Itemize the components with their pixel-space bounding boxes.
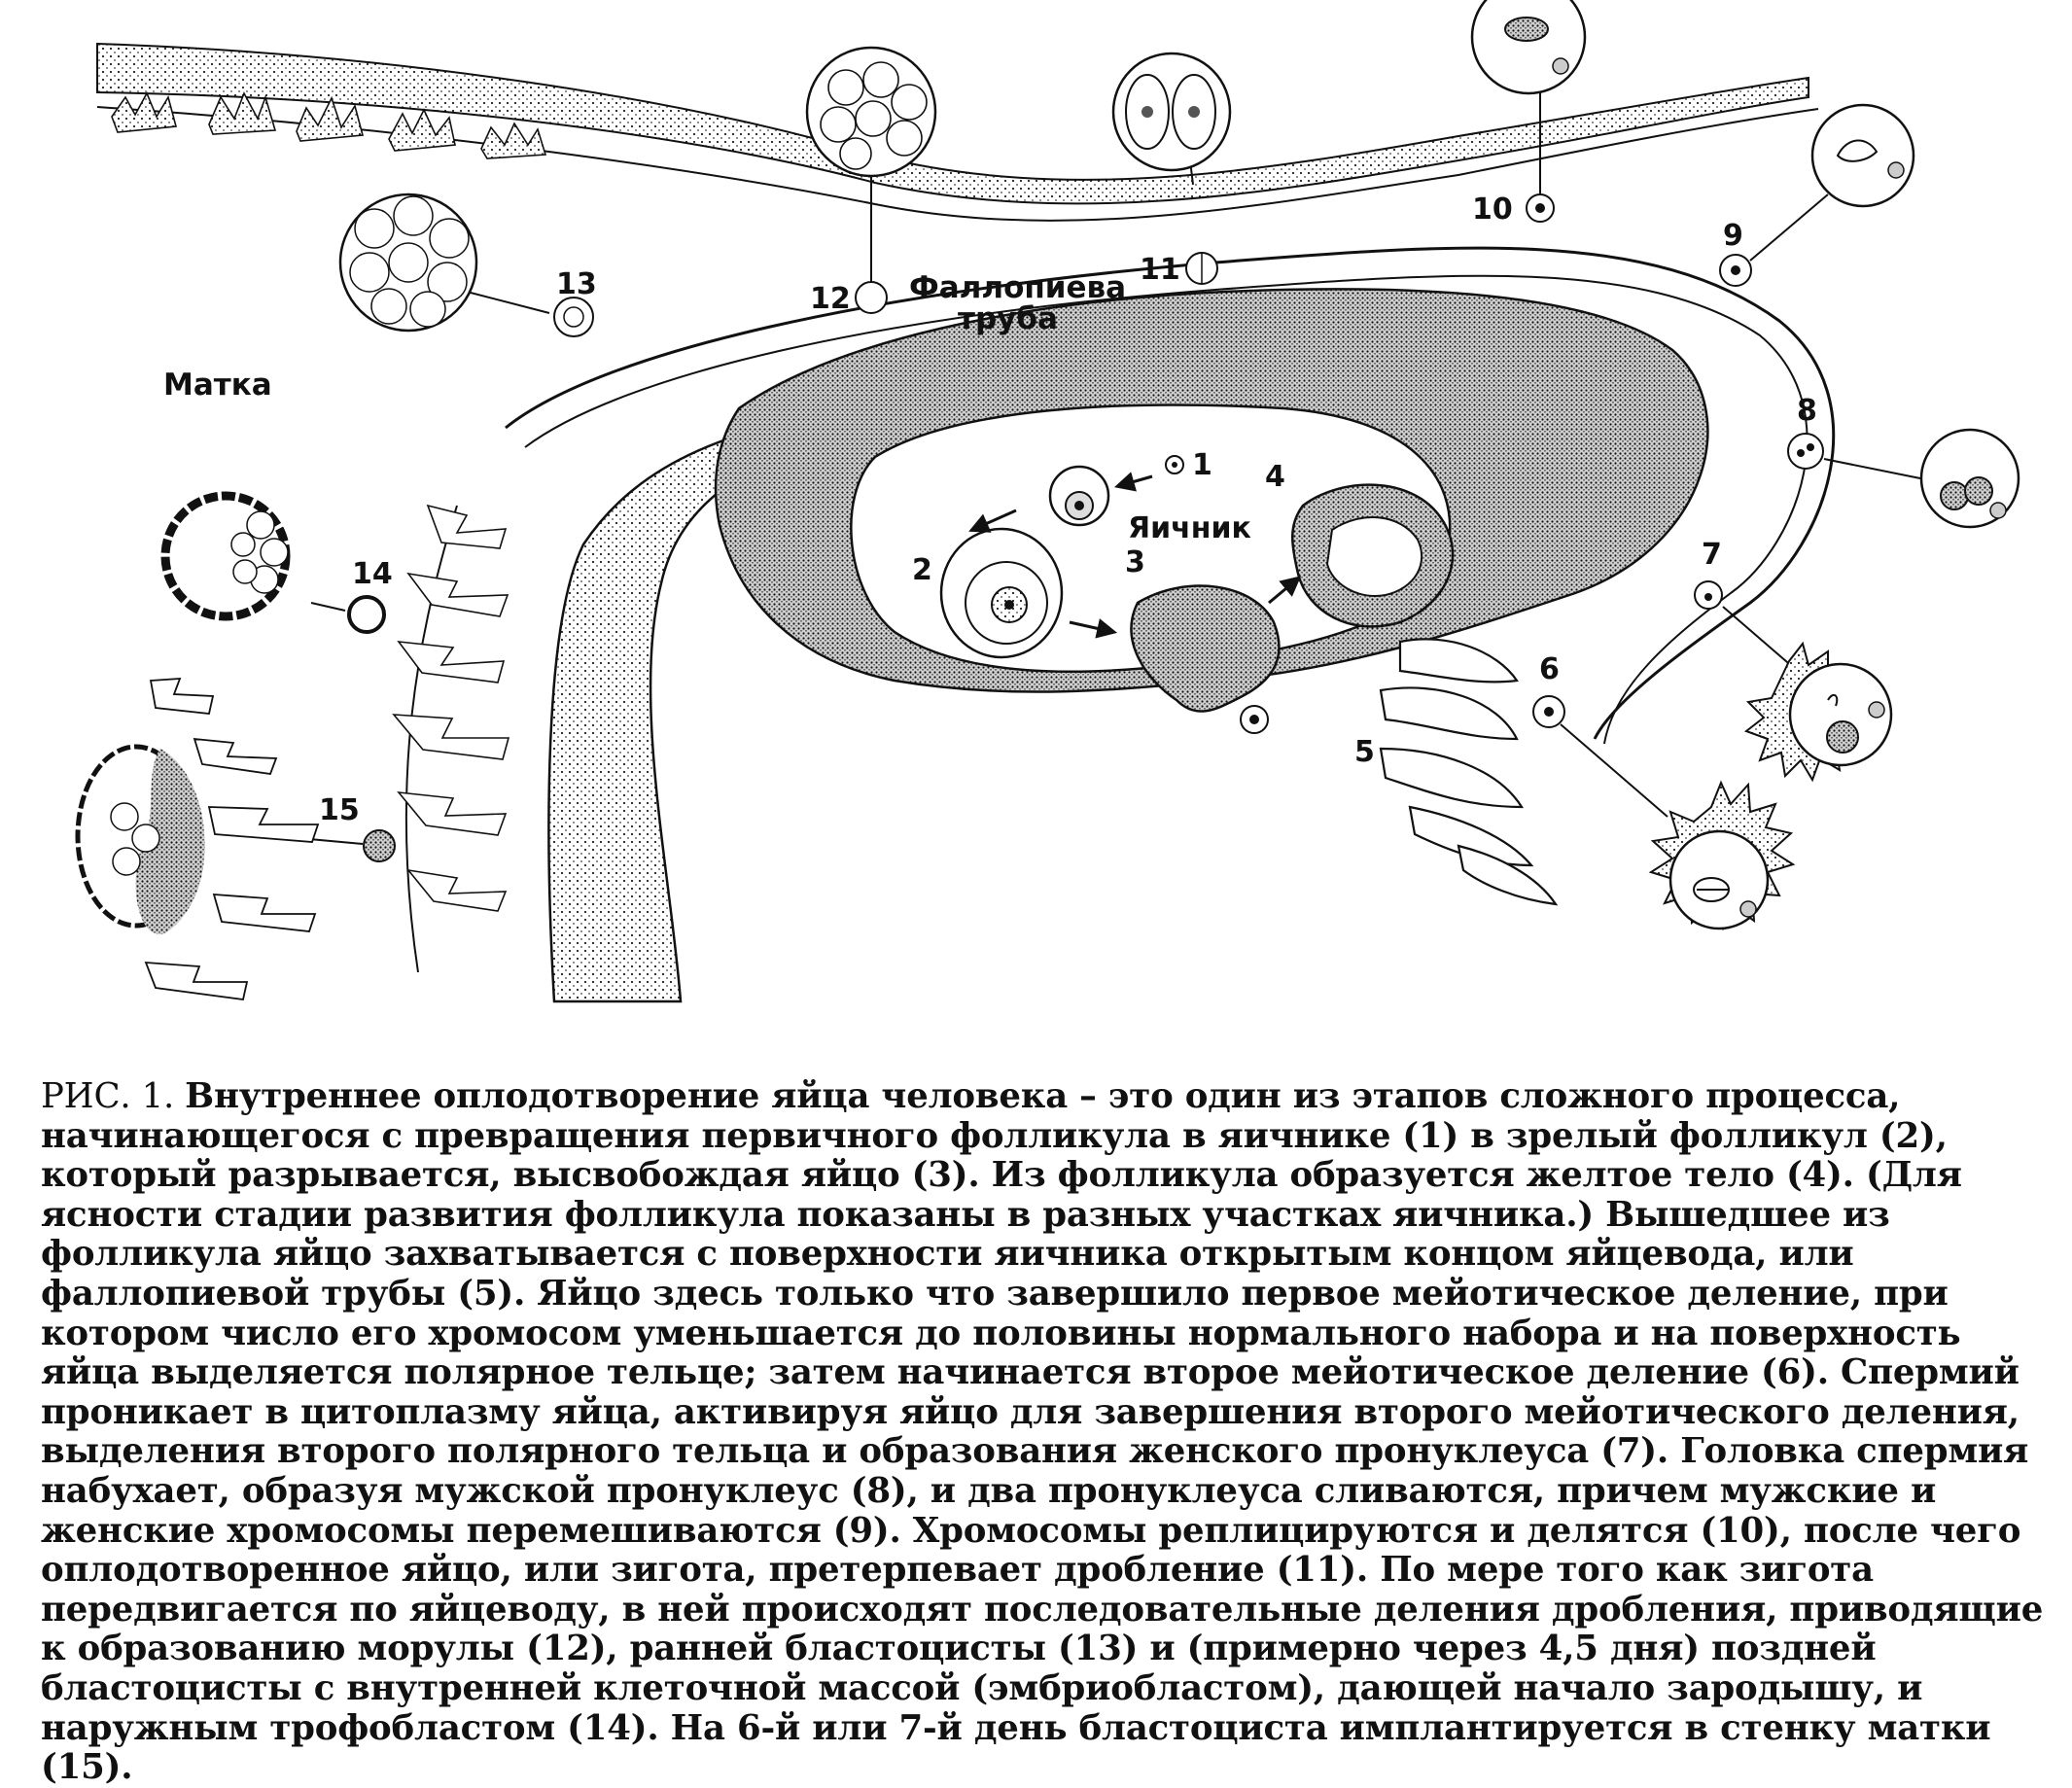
egg-stage-7 bbox=[1695, 581, 1891, 780]
stage-number-9: 9 bbox=[1723, 219, 1743, 253]
caption-prefix: РИС. 1. bbox=[41, 1076, 175, 1116]
egg-stage-9 bbox=[1720, 105, 1914, 286]
egg-stage-10 bbox=[1472, 0, 1585, 222]
stage-number-7: 7 bbox=[1702, 538, 1722, 572]
stage-number-12: 12 bbox=[810, 282, 851, 316]
caption-text: Внутреннее оплодотворение яйца человека – это один из этапов сложного процесса, начинающегося с превращения первичного фолликула в яичнике (1) в зрелый фолликул (2), который разрывается, высвобождая яйцо (3). Из фолликула образуется желтое тело (4). (Для ясности стадии развития фолликула показаны в разных участках яичника.) Вышедшее из фолликула яйцо захватывается с поверхности яичника открытым концом яйцевода, или фаллопиевой трубы (5). Яйцо здесь только что завершило первое мейотическое деление, при котором число его хромосом уменьшается до половины нормального набора и на поверхность яйца выделяется полярное тельце; затем начинается второе мейотическое деление (6). Спермий проникает в цитоплазму яйца, активируя яйцо для завершения второго мейотического деления, выделения второго полярного тельца и образования женского пронуклеуса (7). Головка спермия набухает, образуя мужской пронуклеус (8), и два пронуклеуса сливаются, причем мужские и женские хромосомы перемешиваются (9). Хромосомы реплицируются и делятся (10), после чего оплодотворенное яйцо, или зигота, претерпевает дробление (11). По мере того как зигота передвигается по яйцеводу, в ней происходят последовательные деления дробления, приводящие к образованию морулы (12), ранней бластоцисты (13) и (примерно через 4,5 дня) поздней бластоцисты с внутренней клеточной массой (эмбриобластом), дающей начало зародышу, и наружным трофобластом (14). На 6-й или 7-й день бластоциста имплантируется в стенку матки (15). bbox=[41, 1076, 2044, 1788]
fimbriae bbox=[1381, 639, 1556, 904]
stage-number-3: 3 bbox=[1125, 545, 1145, 579]
stage-number-13: 13 bbox=[556, 267, 597, 301]
follicle-stage-2 bbox=[941, 529, 1062, 657]
stage-number-5: 5 bbox=[1354, 735, 1375, 769]
stage-number-8: 8 bbox=[1797, 394, 1817, 428]
stage-number-2: 2 bbox=[912, 553, 932, 587]
implantation-stage-15 bbox=[78, 679, 395, 999]
tube-label-line1: Фаллопиева bbox=[909, 270, 1127, 305]
stage-number-6: 6 bbox=[1539, 652, 1560, 686]
stage-number-4: 4 bbox=[1265, 460, 1285, 494]
corpus-luteum-stage-4 bbox=[1292, 485, 1453, 627]
tube-label-line2: труба bbox=[958, 301, 1058, 336]
uterus-label: Матка bbox=[163, 368, 272, 403]
stage-number-11: 11 bbox=[1140, 253, 1180, 287]
egg-stage-8 bbox=[1788, 430, 2019, 527]
figure-caption bbox=[41, 1077, 2054, 1788]
stage-number-1: 1 bbox=[1192, 448, 1212, 482]
blastocyst-stage-13 bbox=[340, 194, 593, 336]
ovary-label: Яичник bbox=[1128, 511, 1251, 545]
embryo-stage-11 bbox=[1113, 53, 1230, 284]
ruptured-follicle-stage-3 bbox=[1132, 586, 1280, 733]
stage-number-14: 14 bbox=[352, 557, 393, 591]
stage-number-10: 10 bbox=[1472, 193, 1513, 227]
stage-number-15: 15 bbox=[319, 793, 360, 827]
